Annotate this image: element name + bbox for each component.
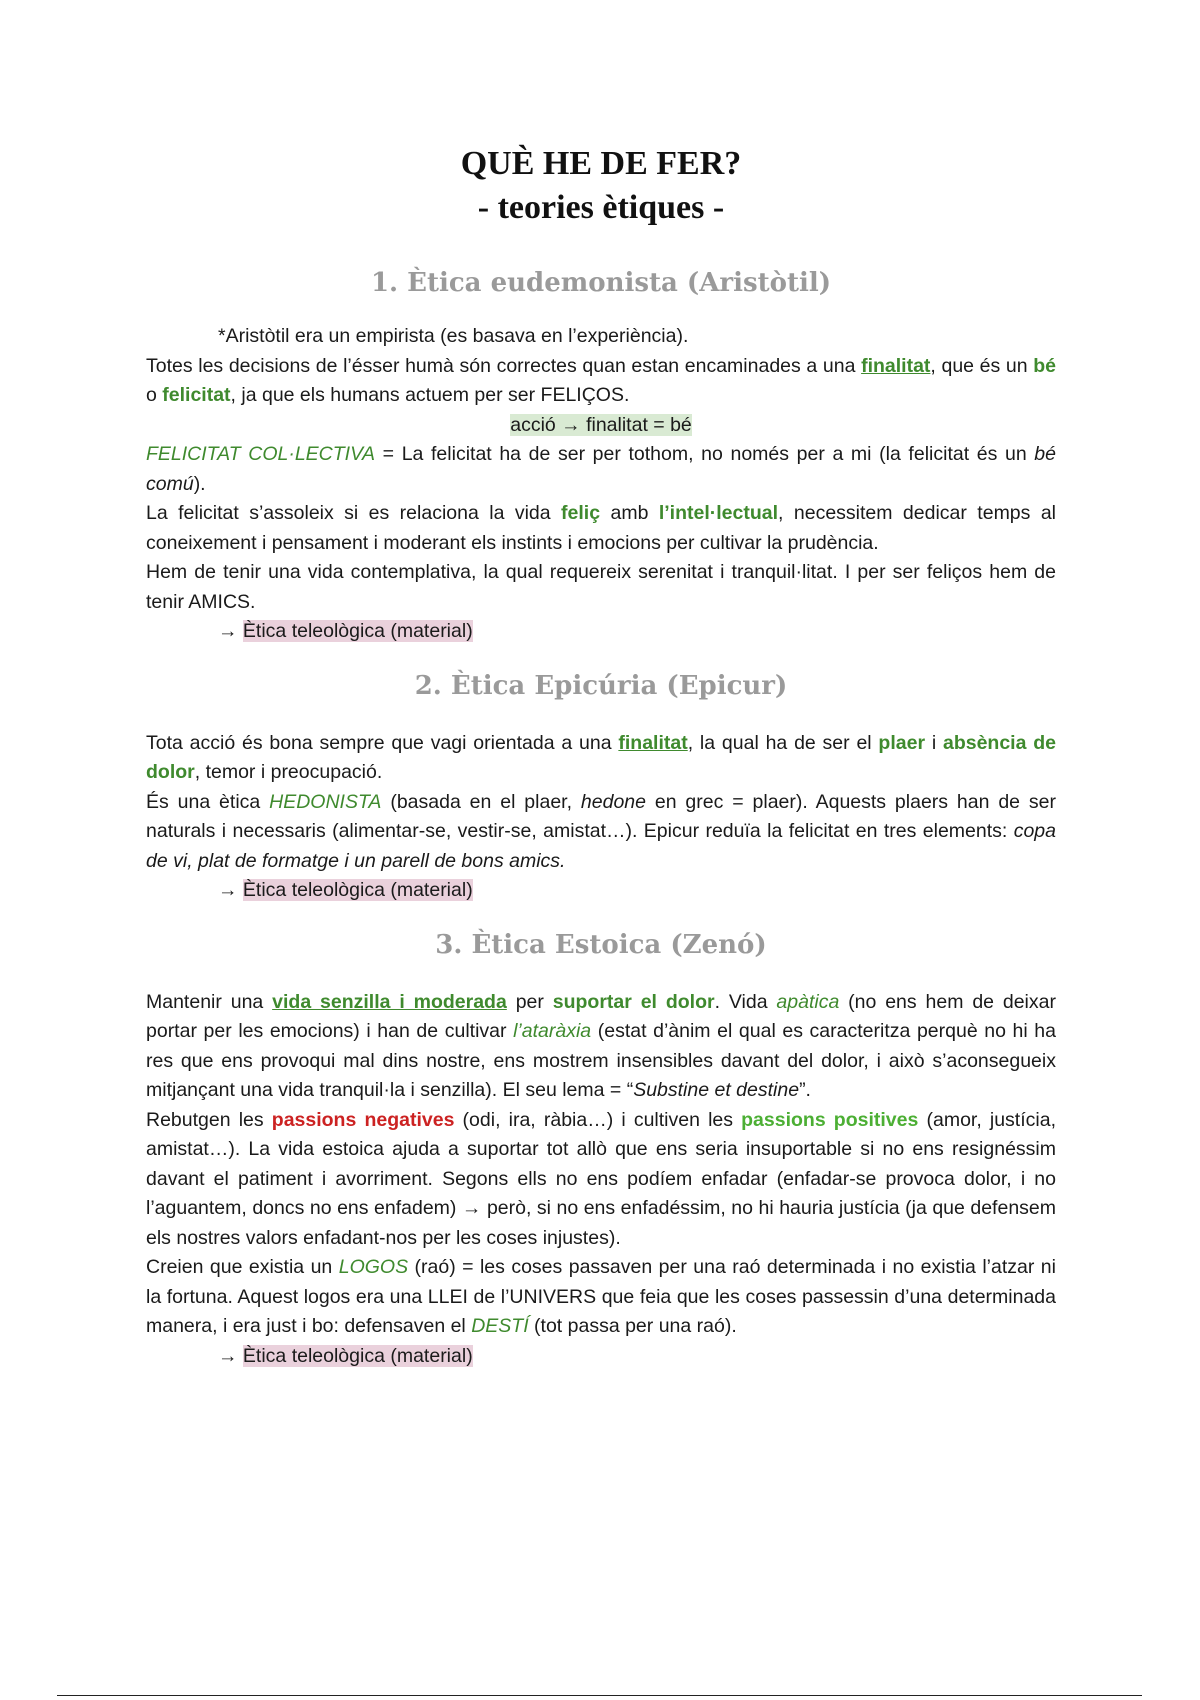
section-1-heading: 1. Ètica eudemonista (Aristòtil) [370,268,832,298]
arrow-icon: → [218,620,243,642]
arrow-icon: → [218,1344,243,1367]
s2-paragraph-2: És una ètica HEDONISTA (basada en el plaer, hedone en grec = plaer). Aquests plaers han de ser naturals i necessaris (alimentar-se, vestir-se, amistat…). Epicur reduïa la felicitat en tres elements: copa de vi, plat de formatge i un parell de bons amics. [146,790,1056,872]
document-page [146,0,1056,1371]
page-subtitle: - teories ètiques - [477,189,725,226]
s3-paragraph-3: Creien que existia un LOGOS (raó) = les coses passaven per una raó determinada i no existia l’atzar ni la fortuna. Aquest logos era una LLEI de l’UNIVERS que feia que les coses passessin d’una determinada manera, i era just i bo: defensaven el DESTÍ (tot passa per una raó). [146,1256,1056,1337]
s1-paragraph-1: Totes les decisions de l’ésser humà són correctes quan estan encaminades a una finalitat, que és un bé o felicitat, ja que els humans actuem per ser FELIÇOS. [146,354,1056,406]
s1-paragraph-4: Hem de tenir una vida contemplativa, la qual requereix serenitat i tranquil·litat. I per ser feliços hem de tenir AMICS. [146,561,1056,613]
s3-classification: → Ètica teleològica (material) [218,1344,473,1367]
s3-paragraph-2: Rebutgen les passions negatives (odi, ira, ràbia…) i cultiven les passions positives (amor, justícia, amistat…). La vida estoica ajuda a suportar tot allò que ens seria insuportable si no ens resignéssim davant el patiment i avorriment. Segons ells no ens podíem enfadar (enfadar-se provoca dolor, i no l’aguantem, doncs no ens enfadem) → però, si no ens enfadéssim, no hi hauria justícia (ja que defensem els nostres valors enfadant-nos per les coses injustes). [146,1108,1056,1249]
s2-classification: → Ètica teleològica (material) [218,879,473,901]
s1-note: *Aristòtil era un empirista (es basava en l’experiència). [218,325,689,347]
s1-paragraph-2: FELICITAT COL·LECTIVA = La felicitat ha de ser per tothom, no només per a mi (la felicitat és un bé comú). [146,443,1056,495]
s1-classification: → Ètica teleològica (material) [218,620,473,642]
s1-paragraph-3: La felicitat s’assoleix si es relaciona la vida feliç amb l’intel·lectual, necessitem dedicar temps al coneixement i pensament i moderant els instints i emocions per cultivar la prudència. [146,502,1056,554]
section-3-heading: 3. Ètica Estoica (Zenó) [435,929,767,960]
page-bottom-rule [57,1695,1142,1696]
page-title: QUÈ HE DE FER? [460,145,742,182]
s1-formula: acció → finalitat = bé [510,413,692,436]
s2-paragraph-1: Tota acció és bona sempre que vagi orientada a una finalitat, la qual ha de ser el plaer i absència de dolor, temor i preocupació. [146,731,1056,783]
arrow-icon: → [218,879,243,901]
s3-paragraph-1: Mantenir una vida senzilla i moderada per suportar el dolor. Vida apàtica (no ens hem de deixar portar per les emocions) i han de cultivar l’ataràxia (estat d’ànim el qual es caracteritza perquè no hi ha res que ens provoqui mal dins nostre, ens mostrem insensibles davant del dolor, i això s’aconsegueix mitjançant una vida tranquil·la i senzilla). El seu lema = “Substine et destine”. [146,990,1057,1101]
section-2-heading: 2. Ètica Epicúria (Epicur) [414,670,788,701]
